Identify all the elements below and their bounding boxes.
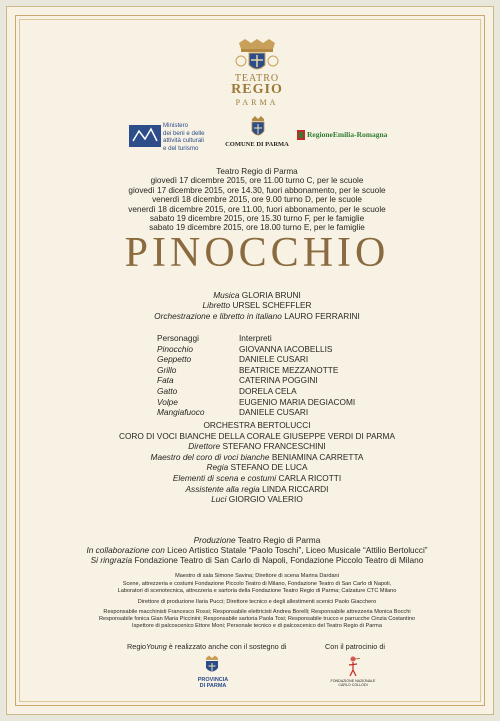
teatro-logo-line-2: REGIO <box>231 82 283 97</box>
staff-note: Maestro di sala Simone Savina; Direttore di scena Marina Dardani <box>175 573 339 579</box>
comune-crest-icon <box>249 115 267 139</box>
cast-name: BEATRICE MEZZANOTTE <box>239 364 339 375</box>
cast-role: Gatto <box>157 385 178 396</box>
staff-name: LINDA RICCARDI <box>262 483 329 494</box>
credit-name: GLORIA BRUNI <box>241 290 301 300</box>
cast-name: EUGENIO MARIA DEGIACOMI <box>239 396 356 407</box>
regio-prefix: Regio <box>127 642 147 651</box>
fondazione-line: FONDAZIONE NAZIONALE <box>330 679 376 683</box>
regione-label: RegioneEmilia-Romagna <box>307 130 388 139</box>
cast-header-role: Personaggi <box>157 333 199 343</box>
staff-role: Maestro del coro di voci bianche <box>150 451 270 462</box>
credit-line <box>67 311 447 321</box>
fondazione-collodi-label <box>325 679 381 687</box>
mibac-line: e del turismo <box>163 144 199 152</box>
credit-line <box>67 300 447 310</box>
schedule-line: venerdì 18 dicembre 2015, ore 9.00 turno D, per le scuole <box>152 195 362 205</box>
cast-name: DORELA CELA <box>239 385 297 396</box>
credit-role: Musica <box>213 290 240 300</box>
thanks-name: Fondazione Teatro di San Carlo di Napoli, Fondazione Piccolo Teatro di Milano <box>134 555 424 566</box>
staff-note: Scene, attrezzeria e costumi Fondazione Piccolo Teatro di Milano, Fondazione Teatro di San Carlo di Napoli, <box>122 581 392 588</box>
cast-list <box>157 333 417 418</box>
schedule-line: giovedì 17 dicembre 2015, ore 14.30, fuori abbonamento, per le scuole <box>128 185 386 195</box>
staff-line <box>67 441 447 452</box>
staff-line <box>67 473 447 484</box>
staff-name: STEFANO DE LUCA <box>230 462 308 473</box>
cast-row <box>157 344 417 355</box>
schedule-line: venerdì 18 dicembre 2015, ore 11.00, fuori abbonamento, per le scuole <box>128 204 386 214</box>
orchestra: ORCHESTRA BERTOLUCCI <box>203 420 311 430</box>
teatro-logo-line-3: PARMA <box>235 98 279 107</box>
collaboration-line <box>67 545 447 555</box>
cast-role: Grillo <box>157 364 177 375</box>
staff-name: BENIAMINA CARRETTA <box>271 451 364 462</box>
cast-name: DANIELE CUSARI <box>239 407 309 418</box>
cast-row <box>157 407 417 418</box>
mibac-line: attività culturali <box>163 137 204 144</box>
cast-role: Fata <box>157 375 174 386</box>
staff-note: Responsabile fonica Gian Maria Piccinini; Responsabile sartoria Paola Tosi; Responsabile trucco e parrucche Cinzia Costantino <box>98 616 416 623</box>
poster <box>6 6 494 715</box>
staff-name: GIORGIO VALERIO <box>228 494 303 505</box>
provincia-line: DI PARMA <box>199 683 227 689</box>
provincia-crest-icon <box>203 655 221 675</box>
thanks-line <box>67 555 447 565</box>
credit-role: Orchestrazione e libretto in italiano <box>154 310 282 321</box>
mibac-line: dei beni e delle <box>163 129 205 137</box>
schedule-line: sabato 19 dicembre 2015, ore 15.30 turno F, per le famiglie <box>149 214 365 224</box>
cast-header <box>157 333 417 344</box>
cast-role: Pinocchio <box>157 343 193 354</box>
credit-name: LAURO FERRARINI <box>284 310 360 321</box>
production-credits <box>67 535 447 566</box>
schedule-line: Teatro Regio di Parma <box>216 167 298 176</box>
staff-note: Ispettore di palcoscenico Ettore Moni; Personale tecnico e di palcoscenico del Teatro Regio di Parma <box>132 623 382 630</box>
support-left <box>127 642 286 651</box>
cast-name: GIOVANNA IACOBELLIS <box>239 343 333 354</box>
cast-row <box>157 375 417 386</box>
fondazione-line: CARLO COLLODI <box>338 683 368 688</box>
staff-line <box>67 494 447 505</box>
cast-row <box>157 386 417 397</box>
cast-row <box>157 365 417 376</box>
mibac-logo-icon <box>129 125 161 147</box>
show-title: PINOCCHIO <box>124 230 390 276</box>
collab-name: Liceo Artistico Statale “Paolo Toschi”, Liceo Musicale “Attilio Bertolucci” <box>167 545 428 556</box>
cast-role: Geppetto <box>157 354 192 365</box>
provincia-label <box>183 677 243 689</box>
cast-name: DANIELE CUSARI <box>239 354 309 365</box>
company-credits <box>67 420 447 505</box>
cast-header-name: Interpreti <box>239 333 272 343</box>
production-role: Produzione <box>193 535 236 545</box>
provincia-line: PROVINCIA <box>197 677 229 683</box>
cast-role: Volpe <box>157 396 178 407</box>
mibac-line: Ministero <box>163 122 189 129</box>
thanks-role: Si ringrazia <box>90 555 133 566</box>
teatro-logo-line-1: TEATRO <box>234 73 280 84</box>
staff-role: Luci <box>211 494 227 505</box>
schedule-line: sabato 19 dicembre 2015, ore 18.00 turno E, per le famiglie <box>149 223 365 233</box>
credits <box>67 290 447 321</box>
comune-label: COMUNE DI PARMA <box>225 141 289 148</box>
staff-role: Direttore <box>188 441 221 452</box>
coro: CORO DI VOCI BIANCHE DELLA CORALE GIUSEPPE VERDI DI PARMA <box>118 430 395 441</box>
support-right: Con il patrocinio di <box>325 642 386 651</box>
staff-role: Elementi di scena e costumi <box>172 472 277 483</box>
staff-name: STEFANO FRANCESCHINI <box>222 441 326 452</box>
production-name: Teatro Regio di Parma <box>237 535 321 545</box>
staff-role: Assistente alla regia <box>185 483 260 494</box>
pinocchio-figure-icon <box>345 655 361 677</box>
credit-role: Libretto <box>202 300 231 311</box>
staff-note: Laboratori di scenotecnica, attrezzeria e sartoria della Fondazione Teatro Regio di Parma; Calzature CTC Milano <box>117 588 397 595</box>
schedule <box>67 167 447 233</box>
staff-line <box>67 484 447 495</box>
cast-role: Mangiafuoco <box>157 407 205 418</box>
collab-role: In collaborazione con <box>86 545 165 556</box>
schedule-line: giovedì 17 dicembre 2015, ore 11.00 turno C, per le scuole <box>150 176 364 186</box>
regio-brand: Young <box>146 642 167 651</box>
staff-name: CARLA RICOTTI <box>278 472 342 483</box>
technical-staff <box>57 573 457 630</box>
teatro-regio-crest-icon <box>231 37 283 73</box>
cast-name: CATERINA POGGINI <box>239 375 318 386</box>
staff-line <box>67 462 447 473</box>
support-left-text: è realizzato anche con il sostegno di <box>166 642 287 651</box>
staff-note: Direttore di produzione Ilaria Pucci; Direttore tecnico e degli allestimenti scenici Paolo Giacchero <box>137 598 377 605</box>
production-line <box>67 535 447 545</box>
credit-name: URSEL SCHEFFLER <box>232 300 312 311</box>
credit-line <box>67 290 447 300</box>
staff-role: Regia <box>206 462 229 473</box>
cast-row <box>157 354 417 365</box>
cast-row <box>157 397 417 408</box>
staff-note: Responsabile macchinisti Francesco Rossi; Responsabile elettricisti Andrea Borelli; Responsabile attrezzeria Monica Bocchi <box>103 608 411 615</box>
staff-line <box>67 452 447 463</box>
